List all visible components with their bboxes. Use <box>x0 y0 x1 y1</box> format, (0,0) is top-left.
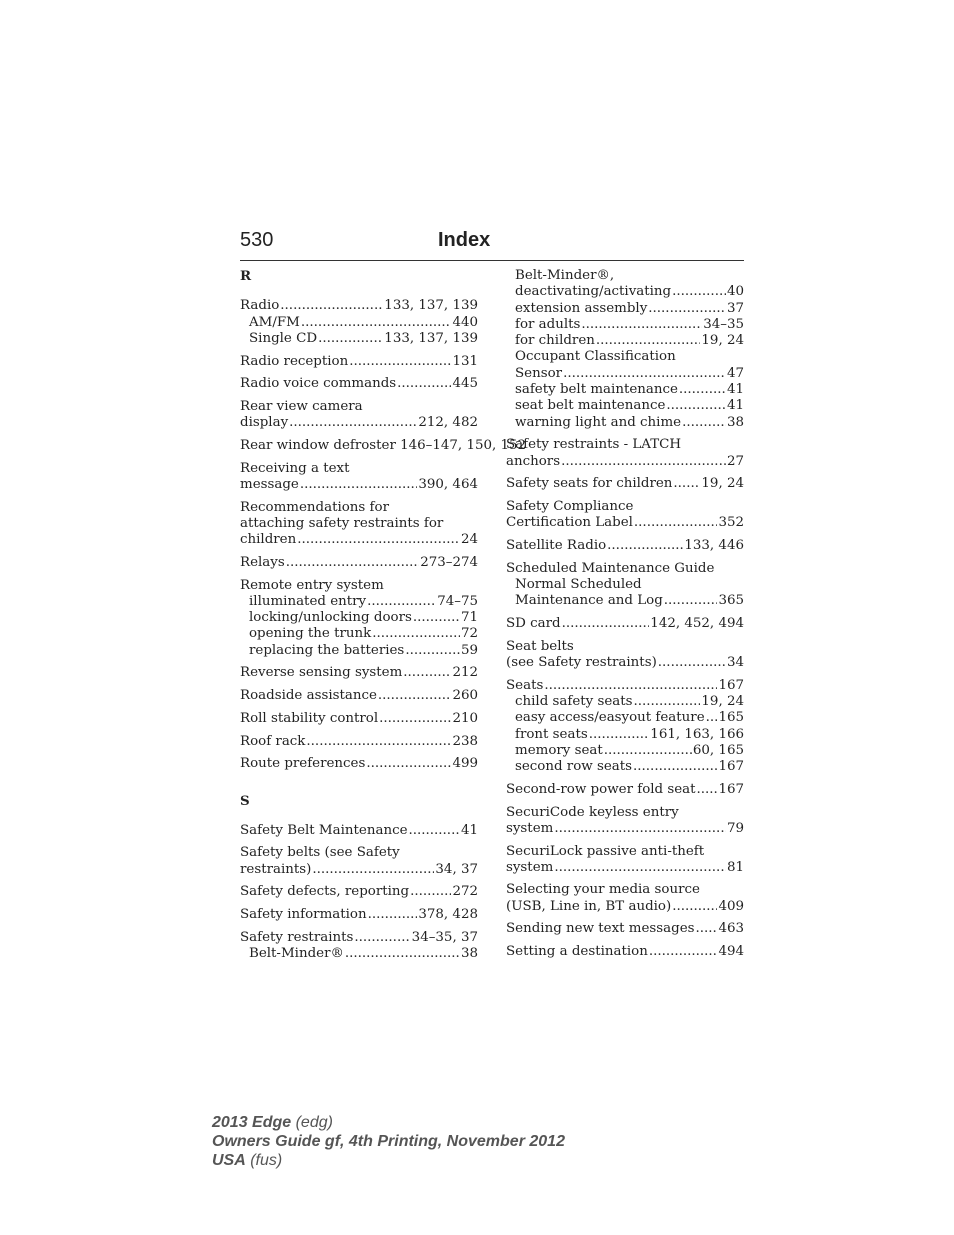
index-entry-route-prefs: Route preferences ..... 499 <box>240 756 478 772</box>
index-entry-rear-window: Rear window defroster 146–147, 150, 152 <box>240 437 527 453</box>
footer-model-code: (edg) <box>291 1114 333 1131</box>
index-entry-destination: Setting a destination ..... 494 <box>506 944 744 960</box>
index-entry-belt-minder-cont: Belt-Minder®, deactivating/activating ..... 40 extension assembly ..... 37 for adults ..... 34–35 for children ..... 19, 24 Occupant Classification Sensor ..... 47 safety belt maintenance ..... 41 seat belt maintenance ..... 41 warning light and chime ..... 38 <box>506 268 744 431</box>
section-letter-s: S <box>240 792 250 809</box>
index-entry-safety-defects: Safety defects, reporting ..... 272 <box>240 884 478 900</box>
footer-market: USA <box>212 1152 246 1169</box>
index-entry-radio-voice: Radio voice commands ..... 445 <box>240 376 478 392</box>
index-entry-radio-reception: Radio reception ..... 131 <box>240 354 478 370</box>
index-entry-relays: Relays ..... 273–274 <box>240 555 478 571</box>
index-entry-roll-stability: Roll stability control ..... 210 <box>240 711 478 727</box>
index-right-column <box>506 268 744 967</box>
footer-market-code: (fus) <box>245 1152 283 1169</box>
index-entry-rear-view: Rear view camera display ..... 212, 482 <box>240 399 478 432</box>
index-entry-receiving: Receiving a text message ..... 390, 464 <box>240 461 478 494</box>
index-entry-securicode: SecuriCode keyless entry system ..... 79 <box>506 805 744 838</box>
index-entry-radio: Radio ..... 133, 137, 139 AM/FM ..... 440 Single CD ..... 133, 137, 139 <box>240 298 478 347</box>
index-entry-safety-seats: Safety seats for children ..... 19, 24 <box>506 476 744 492</box>
index-entry-recommendations: Recommendations for attaching safety restraints for children ..... 24 <box>240 500 478 549</box>
index-entry-media-source: Selecting your media source (USB, Line in, BT audio) ..... 409 <box>506 882 744 915</box>
index-entry-remote-entry: Remote entry system illuminated entry ..... 74–75 locking/unlocking doors ..... 71 opening the trunk ..... 72 replacing the batteries ..... 59 <box>240 578 478 659</box>
index-entry-safety-belt-maint: Safety Belt Maintenance ..... 41 <box>240 823 478 839</box>
index-entry-second-row: Second-row power fold seat ..... 167 <box>506 782 744 798</box>
index-entry-sched-maint: Scheduled Maintenance Guide Normal Scheduled Maintenance and Log ..... 365 <box>506 561 744 610</box>
index-entry-roof-rack: Roof rack ..... 238 <box>240 734 478 750</box>
page-number: 530 <box>240 229 274 251</box>
index-left-column <box>240 268 527 969</box>
section-letter-r: R <box>240 268 252 284</box>
index-entry-compliance: Safety Compliance Certification Label ..... 352 <box>506 499 744 532</box>
index-entry-sd-card: SD card ..... 142, 452, 494 <box>506 616 744 632</box>
footer-model: 2013 Edge <box>212 1114 292 1131</box>
index-entry-roadside: Roadside assistance ..... 260 <box>240 688 478 704</box>
index-entry-safety-belts: Safety belts (see Safety restraints) ..... 34, 37 <box>240 845 478 878</box>
index-entry-satellite: Satellite Radio ..... 133, 446 <box>506 538 744 554</box>
index-entry-seat-belts: Seat belts (see Safety restraints) ..... 34 <box>506 639 744 672</box>
page-header <box>240 229 744 261</box>
index-entry-safety-info: Safety information ..... 378, 428 <box>240 907 478 923</box>
footer-printing: Owners Guide gf, 4th Printing, November 2012 <box>212 1133 565 1150</box>
index-entry-seats: Seats ..... 167 child safety seats ..... 19, 24 easy access/easyout feature ..... 165 front seats ..... 161, 163, 166 memory seat ..... 60, 165 second row seats ..... 167 <box>506 678 744 776</box>
page-title: Index <box>438 229 491 251</box>
index-entry-securilock: SecuriLock passive anti-theft system ..... 81 <box>506 844 744 877</box>
page-footer <box>212 1113 565 1170</box>
index-entry-latch: Safety restraints - LATCH anchors ..... 27 <box>506 437 744 470</box>
index-entry-reverse-sensing: Reverse sensing system ..... 212 <box>240 665 478 681</box>
index-entry-safety-restraints: Safety restraints ..... 34–35, 37 Belt-Minder® ..... 38 <box>240 930 478 963</box>
index-entry-sending: Sending new text messages ..... 463 <box>506 921 744 937</box>
